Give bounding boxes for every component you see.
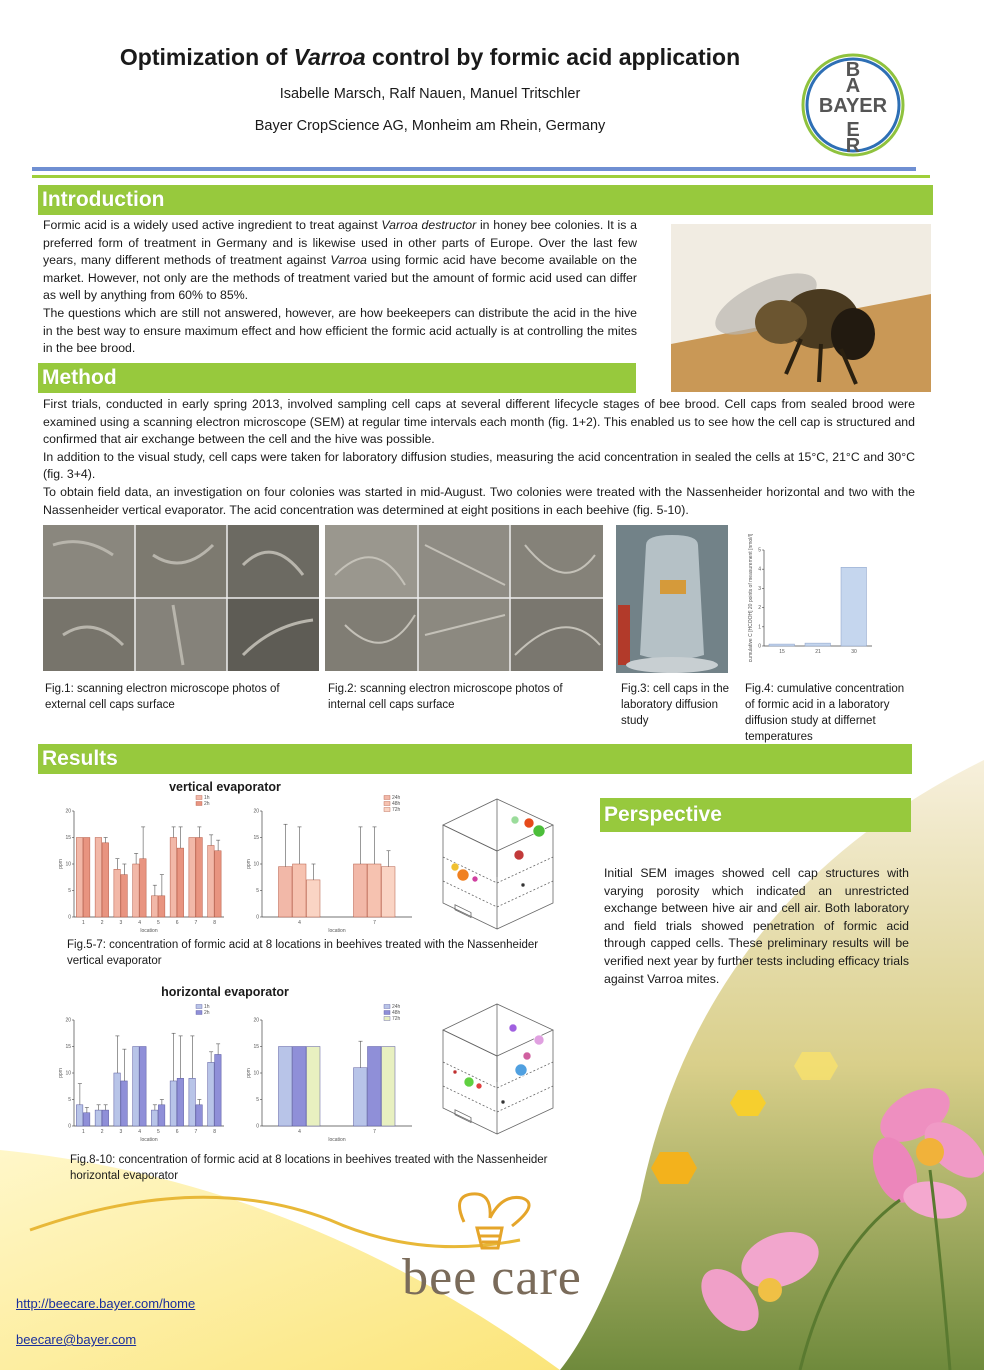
bar [95,838,102,918]
logo-text: BAYER [818,95,888,117]
y-tick-label: 4 [758,566,761,573]
beehive-outline [443,799,553,929]
bar [114,1073,121,1126]
fig5-7-caption: Fig.5-7: concentration of formic acid at 8 locations in beehives treated with the Nassenheider vertical evaporator [67,939,539,967]
y-tick-label: 5 [68,888,71,894]
bee-care-logo [372,1188,612,1313]
bee-care-wordmark: bee care [402,1249,582,1306]
fig1-sem-photos [43,525,319,671]
bar [769,644,795,646]
fig4-caption: Fig.4: cumulative concentration of formic acid in a laboratory diffusion study at differnet temperatures [745,683,905,743]
bayer-logo [800,52,906,158]
measurement-point [451,863,459,871]
svg-text:B: B [845,59,861,81]
x-tick-label: 4 [138,1129,142,1135]
bar [151,1110,158,1126]
x-tick-label: 1 [81,920,85,926]
authors: Isabelle Marsch, Ralf Nauen, Manuel Tritschler [279,86,581,102]
hive-sides [443,1030,553,1134]
measurement-point [514,850,524,860]
fig9-chart [240,1004,420,1150]
measurement-point [509,1024,517,1032]
x-tick-label: 5 [156,1129,160,1135]
legend-swatch [384,1005,390,1009]
svg-text:E: E [846,119,860,141]
bar [208,845,215,917]
y-tick-label: 10 [65,1070,71,1077]
x-tick-label: 4 [298,1129,301,1135]
measurement-point [523,1052,531,1060]
fig4-chart [738,533,898,670]
fig8-chart [58,1004,230,1150]
bar [170,1081,177,1126]
x-tick-label: 21 [815,649,821,655]
fig8-10-caption: Fig.8-10: concentration of formic acid at 8 locations in beehives treated with the Nassenheider horizontal evaporator [70,1154,548,1182]
perspective-text: Initial SEM images showed cell cap structures with varying porosity which indicated an unrestricted exchange between hive air and cell air. Both laboratory and field trials showed penetration of formic acid through capped cells. These preliminary results will be verified next year by further tests including efficacy trials against Varroa mites. [604,866,909,986]
bar [382,867,396,917]
bar [133,864,140,917]
measurement-point [521,883,525,887]
fig5-chart [60,795,230,935]
bar [368,1047,382,1127]
hive-edges [443,1004,497,1082]
bar [170,838,177,918]
fig10-beehive-diagram [435,990,560,1140]
y-tick-label: 20 [253,1017,259,1024]
measurement-point [472,876,478,882]
y-tick-label: 15 [253,835,259,841]
fig2-caption: Fig.2: scanning electron microscope photos of internal cell caps surface [328,683,563,711]
poster-title: Optimization of Varroa control by formic acid application [119,44,741,70]
x-axis-label: location [140,1137,158,1143]
bar [83,1113,90,1126]
y-tick-label: 15 [65,1044,71,1050]
y-axis-label: ppm [58,1068,64,1078]
bar [177,848,184,917]
bar [196,838,203,918]
legend-swatch [384,808,390,812]
x-tick-label: 2 [100,1129,104,1135]
legend-label: 72h [392,1016,401,1022]
bar [354,864,368,917]
section-method-heading: Method [38,363,636,393]
bee-photo [671,224,931,392]
x-tick-label: 15 [779,649,785,655]
bar [196,1105,203,1126]
fig2-sem-photos [325,525,603,671]
legend-swatch [384,802,390,806]
bar [208,1062,215,1126]
section-introduction-heading: Introduction [38,185,933,215]
bar [354,1068,368,1126]
x-tick-label: 7 [373,920,376,926]
measurement-point [533,825,545,837]
hive-top [443,799,553,851]
introduction-text: Formic acid is a widely used active ingredient to treat against Varroa destructor in honey bee colonies. It is a preferred form of treatment in Germany and is likewise used in other parts of Europe. Over the last few years, many different methods of treatment against Varroa using formic acid have become available on the market. However, not only are the methods of treatment varied but the amount of formic acid used can differ as well by anything from 60% to 85%. The questions which are still not answered, however, are how beekeepers can distribute the acid in the hive in the best way to ensure maximum effect and how efficient the formic acid actually is at controlling the mites in the bee brood. [43,218,637,356]
bar [805,643,831,646]
beecare-home-link[interactable]: http://beecare.bayer.com/home [16,1296,196,1311]
y-tick-label: 20 [253,808,259,815]
measurement-point [453,1070,457,1074]
legend-swatch [384,1011,390,1015]
y-tick-label: 20 [65,808,71,815]
bar [158,1105,165,1126]
y-tick-label: 0 [256,914,259,921]
y-tick-label: 0 [68,914,71,921]
bar [293,1047,307,1127]
legend-label: 1h [204,795,210,801]
measurement-point [524,818,534,828]
measurement-point [501,1100,505,1104]
bar [279,867,293,917]
x-tick-label: 3 [119,920,123,926]
y-tick-label: 5 [758,547,761,554]
measurement-point [476,1083,482,1089]
bar [307,880,321,917]
x-tick-label: 8 [213,1129,217,1135]
y-axis-label: ppm [58,859,64,869]
legend-swatch [196,796,202,800]
affiliation: Bayer CropScience AG, Monheim am Rhein, Germany [254,118,606,134]
y-tick-label: 20 [65,1017,71,1024]
x-tick-label: 7 [194,920,198,926]
bar [133,1047,140,1127]
bar [189,838,196,918]
svg-text:A: A [845,75,861,97]
y-tick-label: 10 [65,861,71,868]
x-tick-label: 7 [194,1129,198,1135]
beecare-email-link[interactable]: beecare@bayer.com [16,1332,137,1347]
bar [279,1047,293,1127]
legend-label: 24h [392,1004,401,1010]
legend-swatch [384,796,390,800]
legend-label: 2h [204,1010,210,1016]
hive-layers [443,857,553,907]
x-tick-label: 3 [119,1129,123,1135]
y-tick-label: 5 [256,1097,259,1103]
legend-label: 24h [392,795,401,801]
y-tick-label: 0 [758,643,761,650]
bar [189,1078,196,1126]
y-tick-label: 15 [253,1044,259,1050]
y-axis-label: cumulative C [HCOOH] 20 points of measurement [nmol/l] [748,533,754,663]
measurement-point [511,816,519,824]
x-tick-label: 30 [851,649,857,655]
y-tick-label: 2 [758,605,761,612]
fig6-chart [240,795,420,935]
legend-label: 2h [204,801,210,807]
fig3-caption: Fig.3: cell caps in the laboratory diffusion study [621,683,730,727]
bar [140,1047,147,1127]
measurement-point [515,1064,527,1076]
legend-label: 1h [204,1004,210,1010]
x-tick-label: 1 [81,1129,85,1135]
x-tick-label: 6 [175,920,179,926]
bar [215,851,222,917]
vertical-evaporator-title: vertical evaporator [169,780,281,794]
bar [102,1110,109,1126]
y-tick-label: 3 [758,585,761,592]
y-tick-label: 10 [253,861,259,868]
section-perspective-heading: Perspective [600,798,911,832]
header-rule-green [32,175,930,178]
bar [121,1081,128,1126]
x-tick-label: 5 [156,920,160,926]
bar [102,843,109,917]
method-text: First trials, conducted in early spring 2013, involved sampling cell caps at several different lifecycle stages of bee brood. Cell caps from sealed brood were examined using a scanning electron microscope (SEM) at regular time intervals each month (fig. 1+2). This enabled us to see how the cell cap is structured and confirmed that air exchange between the cell and the hive was possible. In addition to the visual study, cell caps were taken for laboratory diffusion studies, measuring the acid concentration in sealed the cells at 15°C, 21°C and 30°C (fig. 3+4). To obtain field data, an investigation on four colonies was started in mid-August. Two colonies were treated with the Nassenheider horizontal and two with the Nassenheider vertical evaporator. The acid concentration was determined at eight positions in each beehive (fig. 5-10). [43,397,915,517]
bar [83,838,90,918]
bar [121,875,128,917]
legend-label: 48h [392,801,401,807]
svg-text:R: R [845,135,861,157]
bar [215,1054,222,1126]
measurement-point [457,869,469,881]
header-rule-blue [32,167,916,171]
legend-swatch [196,1005,202,1009]
fig7-beehive-diagram [435,785,560,935]
legend-swatch [384,1017,390,1021]
x-tick-label: 8 [213,920,217,926]
legend-label: 48h [392,1010,401,1016]
legend-label: 72h [392,807,401,813]
x-tick-label: 7 [373,1129,376,1135]
beehive-outline [443,1004,553,1134]
bar [158,896,165,917]
bar [76,838,83,918]
x-tick-label: 4 [138,920,142,926]
x-tick-label: 6 [175,1129,179,1135]
legend-swatch [196,1011,202,1015]
x-tick-label: 4 [298,920,301,926]
y-tick-label: 0 [256,1123,259,1130]
bar [307,1047,321,1127]
bar [140,859,147,917]
measurement-point [464,1077,474,1087]
hive-layers [443,1062,553,1112]
bar [177,1078,184,1126]
fig1-caption: Fig.1: scanning electron microscope photos of external cell caps surface [45,683,280,711]
bar [114,869,121,917]
y-tick-label: 0 [68,1123,71,1130]
bar [293,864,307,917]
fig3-lab-photo [616,525,728,673]
x-axis-label: location [140,928,158,934]
x-axis-label: location [328,1137,346,1143]
x-axis-label: location [328,928,346,934]
hive-top [443,1004,553,1056]
y-axis-label: ppm [246,859,252,869]
y-tick-label: 5 [256,888,259,894]
bar [151,896,158,917]
bar [368,864,382,917]
y-tick-label: 5 [68,1097,71,1103]
horizontal-evaporator-title: horizontal evaporator [161,985,289,999]
y-tick-label: 10 [253,1070,259,1077]
bar [382,1047,396,1127]
bar [841,567,867,646]
legend-swatch [196,802,202,806]
bar [95,1110,102,1126]
measurement-point [534,1035,544,1045]
y-axis-label: ppm [246,1068,252,1078]
bar [76,1105,83,1126]
y-tick-label: 1 [758,624,761,631]
y-tick-label: 15 [65,835,71,841]
x-tick-label: 2 [100,920,104,926]
section-results-heading: Results [38,744,912,774]
